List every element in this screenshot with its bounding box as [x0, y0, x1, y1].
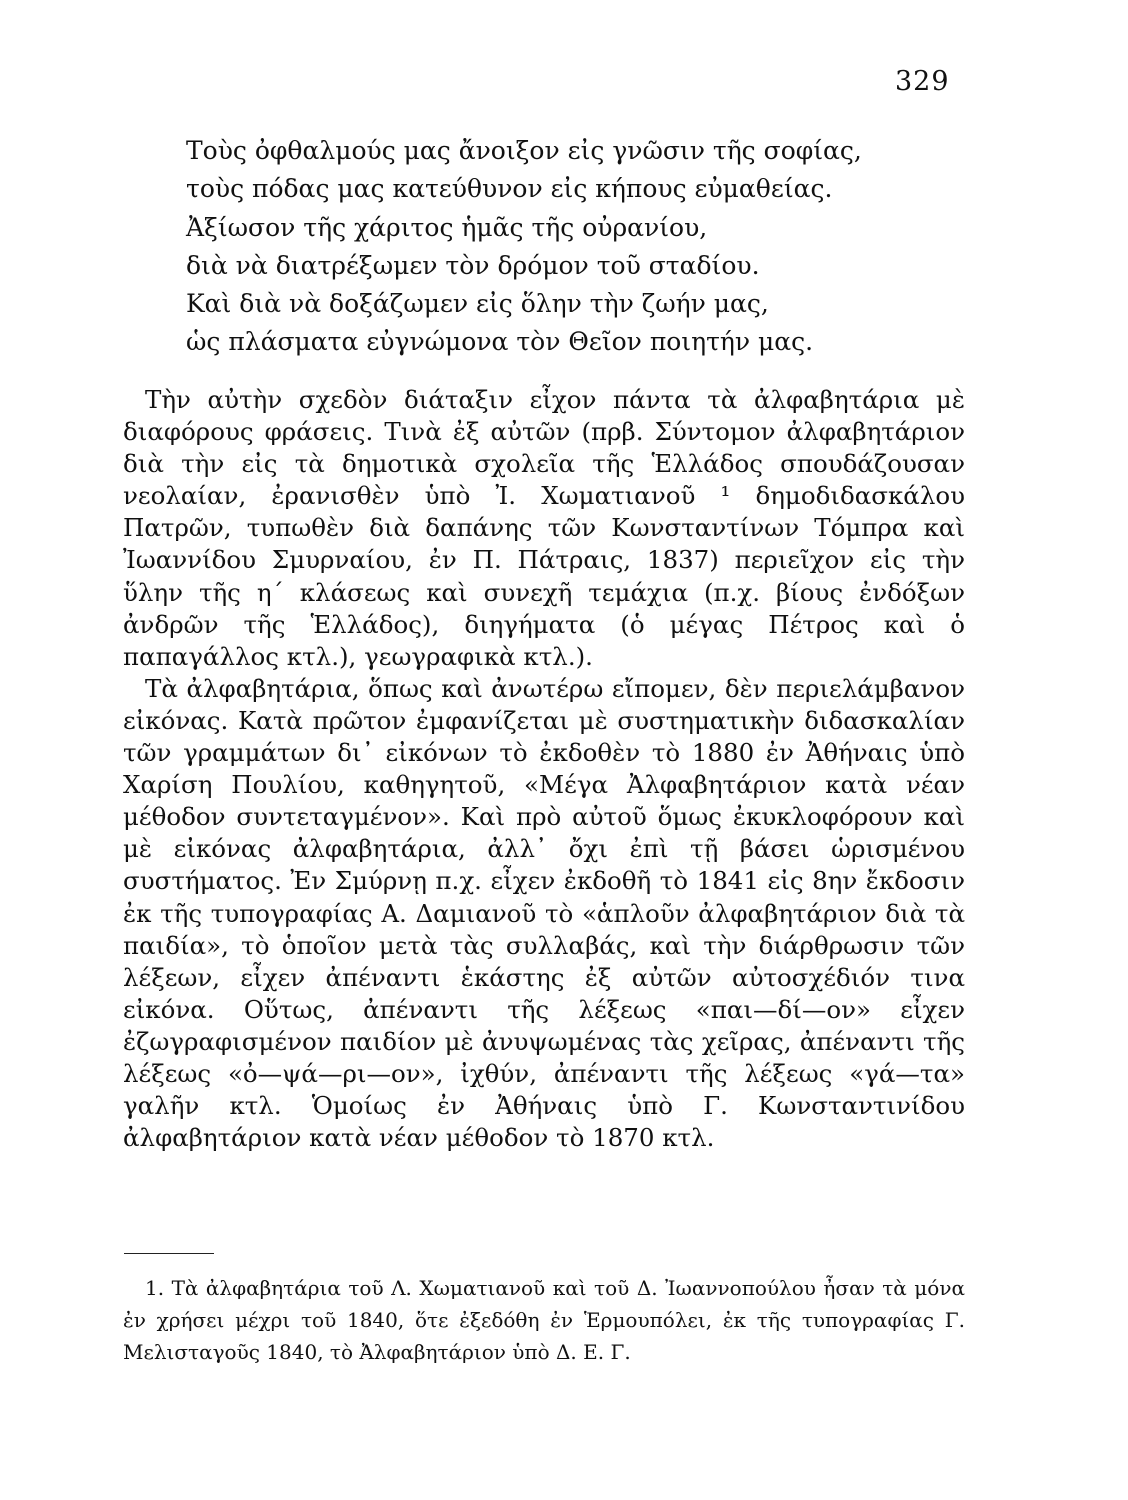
paragraph: Τὴν αὐτὴν σχεδὸν διάταξιν εἶχον πάντα τὰ ἀλφαβητάρια μὲ διαφόρους φράσεις. Τινὰ ἐξ αὐτῶν (πρβ. Σύντομον ἀλφαβητάριον διὰ τὴν εἰς τὰ δημοτικὰ σχολεῖα τῆς Ἑλλάδος σπουδάζουσαν νεολαίαν, ἐρανισθὲν ὑπὸ Ἰ. Χωματιανοῦ ¹ δημοδιδασκάλου Πατρῶν, τυπωθὲν διὰ δαπάνης τῶν Κωνσταντίνων Τόμπρα καὶ Ἰωαννίδου Σμυρναίου, ἐν Π. Πάτραις, 1837) περιεῖχον εἰς τὴν ὕλην τῆς η΄ κλάσεως καὶ συνεχῆ τεμάχια (π.χ. βίους ἐνδόξων ἀνδρῶν τῆς Ἑλλάδος), διηγήματα (ὁ μέγας Πέτρος καὶ ὁ παπαγάλλος κτλ.), γεωγραφικὰ κτλ.).	[123, 385, 965, 671]
poem-line: Τοὺς ὀφθαλμούς μας ἄνοιξον εἰς γνῶσιν τῆς σοφίας,	[186, 136, 862, 165]
poem-line: διὰ νὰ διατρέξωμεν τὸν δρόμον τοῦ σταδίου.	[186, 250, 760, 280]
poem-line: Ἀξίωσον τῆς χάριτος ἡμᾶς τῆς οὐρανίου,	[186, 212, 708, 242]
paragraph: Τὰ ἀλφαβητάρια, ὅπως καὶ ἀνωτέρω εἴπομεν, δὲν περιελάμβανον εἰκόνας. Κατὰ πρῶτον ἐμφανίζεται μὲ συστηματικὴν διδασκαλίαν τῶν γραμμάτων δι᾽ εἰκόνων τὸ ἐκδοθὲν τὸ 1880 ἐν Ἀθήναις ὑπὸ Χαρίση Πουλίου, καθηγητοῦ, «Μέγα Ἀλφαβητάριον κατὰ νέαν μέθοδον συντεταγμένον». Καὶ πρὸ αὐτοῦ ὅμως ἐκυκλοφόρουν καὶ μὲ εἰκόνας ἀλφαβητάρια, ἀλλ᾽ ὄχι ἐπὶ τῇ βάσει ὡρισμένου συστήματος. Ἐν Σμύρνῃ π.χ. εἶχεν ἐκδοθῆ τὸ 1841 εἰς 8ην ἔκδοσιν ἐκ τῆς τυπογραφίας Α. Δαμιανοῦ τὸ «ἁπλοῦν ἀλφαβητάριον διὰ τὰ παιδία», τὸ ὁποῖον μετὰ τὰς συλλαβάς, καὶ τὴν διάρθρωσιν τῶν λέξεων, εἶχεν ἀπέναντι ἑκάστης ἐξ αὐτῶν αὐτοσχέδιόν τινα εἰκόνα. Οὕτως, ἀπέναντι τῆς λέξεως «παι—δί—ον» εἶχεν ἐζωγραφισμένον παιδίον μὲ ἀνυψωμένας τὰς χεῖρας, ἀπέναντι τῆς λέξεως «ὀ—ψά—ρι—ον», ἰχθύν, ἀπέναντι τῆς λέξεως «γά—τα» γαλῆν κτλ. Ὁμοίως ἐν Ἀθήναις ὑπὸ Γ. Κωνσταντινίδου ἀλφαβητάριον κατὰ νέαν μέθοδον τὸ 1870 κτλ.	[123, 673, 965, 1153]
poem-line: τοὺς πόδας μας κατεύθυνον εἰς κήπους εὐμαθείας.	[186, 174, 833, 204]
footnote-rule	[124, 1253, 214, 1254]
footnote	[123, 1272, 965, 1368]
footnote-text: 1. Τὰ ἀλφαβητάρια τοῦ Λ. Χωματιανοῦ καὶ τοῦ Δ. Ἰωαννοπούλου ἦσαν τὰ μόνα ἐν χρήσει μέχρι τοῦ 1840, ὅτε ἐξεδόθη ἐν Ἑρμουπόλει, ἐκ τῆς τυπογραφίας Γ. Μελισταγοῦς 1840, τὸ Ἀλφαβητάριον ὑπὸ Δ. Ε. Γ.	[123, 1276, 965, 1364]
poem-line: Καὶ διὰ νὰ δοξάζωμεν εἰς ὅλην τὴν ζωήν μας,	[186, 289, 769, 319]
page-number: 329	[895, 66, 950, 97]
body-text	[123, 384, 965, 1154]
poem-block	[186, 132, 906, 362]
poem-line: ὡς πλάσματα εὐγνώμονα τὸν Θεῖον ποιητήν μας.	[186, 327, 814, 357]
